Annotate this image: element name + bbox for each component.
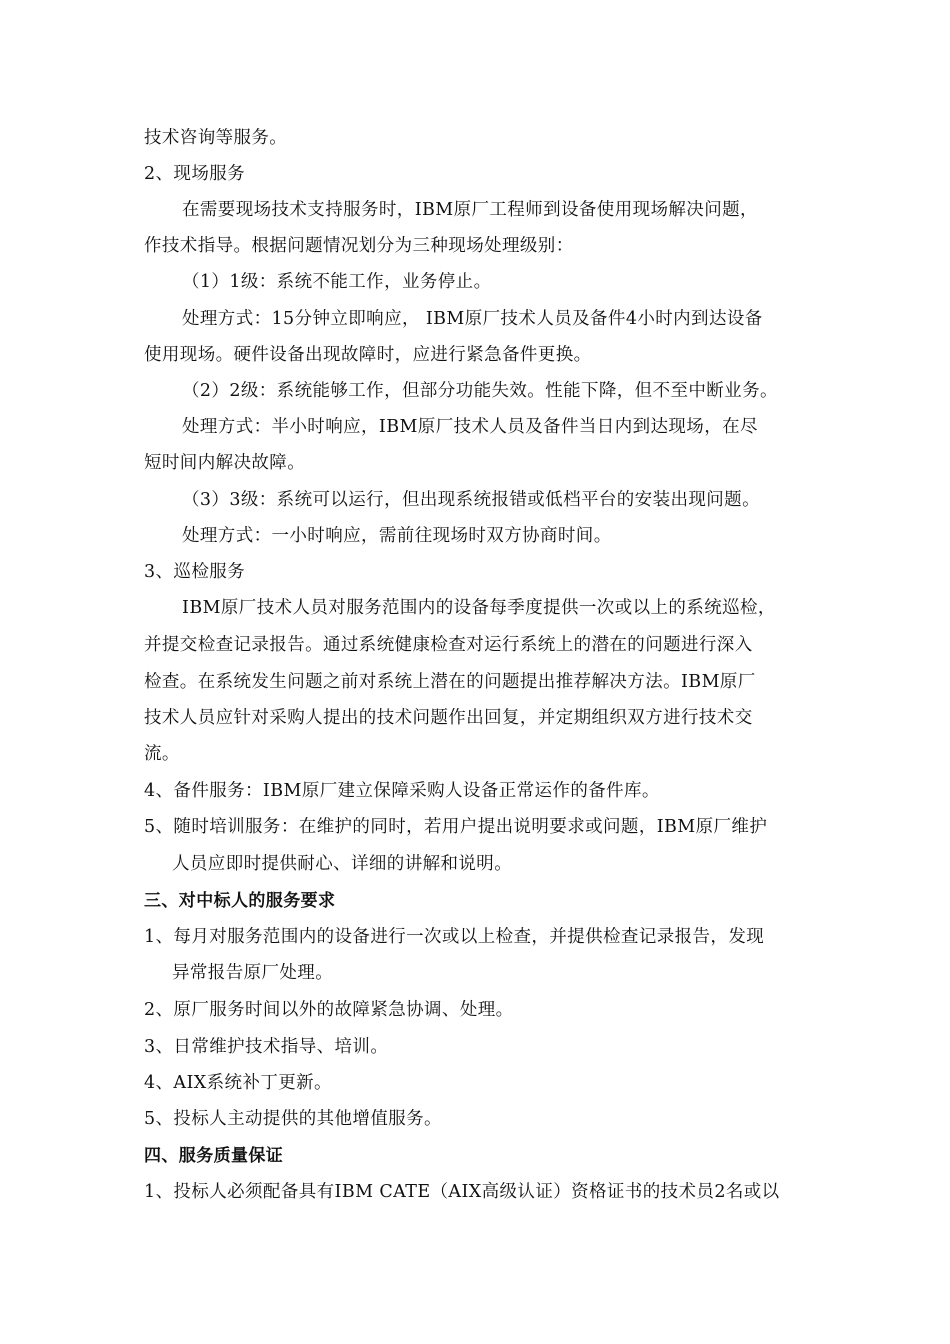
text-line: 使用现场。硬件设备出现故障时，应进行紧急备件更换。 (144, 345, 592, 365)
text-line: 并提交检查记录报告。通过系统健康检查对运行系统上的潜在的问题进行深入 (144, 635, 753, 655)
list-item: 4、备件服务：IBM原厂建立保障采购人设备正常运作的备件库。 (144, 781, 660, 801)
subsection-heading: 3、巡检服务 (144, 562, 246, 582)
text-line: IBM原厂技术人员对服务范围内的设备每季度提供一次或以上的系统巡检， (182, 598, 776, 618)
list-item: （2）2级：系统能够工作，但部分功能失效。性能下降，但不至中断业务。 (182, 381, 778, 401)
list-item: （3）3级：系统可以运行，但出现系统报错或低档平台的安装出现问题。 (182, 490, 760, 510)
text-line: 处理方式：15分钟立即响应， IBM原厂技术人员及备件4小时内到达设备 (182, 309, 763, 329)
list-item: 2、原厂服务时间以外的故障紧急协调、处理。 (144, 1000, 514, 1020)
text-line: 技术咨询等服务。 (144, 128, 288, 148)
list-item: 5、随时培训服务：在维护的同时，若用户提出说明要求或问题，IBM原厂维护 (144, 817, 768, 837)
list-item: （1）1级：系统不能工作，业务停止。 (182, 272, 492, 292)
section-heading: 四、服务质量保证 (144, 1146, 284, 1166)
text-line: 处理方式：一小时响应，需前往现场时双方协商时间。 (182, 526, 612, 546)
text-line: 流。 (144, 744, 180, 764)
text-line: 短时间内解决故障。 (144, 453, 306, 473)
list-item: 1、投标人必须配备具有IBM CATE（AIX高级认证）资格证书的技术员2名或以 (144, 1182, 780, 1202)
section-heading: 三、对中标人的服务要求 (144, 891, 336, 911)
subsection-heading: 2、现场服务 (144, 164, 246, 184)
text-line: 技术人员应针对采购人提出的技术问题作出回复，并定期组织双方进行技术交 (144, 708, 753, 728)
text-line: 在需要现场技术支持服务时，IBM原厂工程师到设备使用现场解决问题， (182, 200, 758, 220)
list-item: 3、日常维护技术指导、培训。 (144, 1037, 389, 1057)
text-line: 作技术指导。根据问题情况划分为三种现场处理级别： (144, 236, 574, 256)
list-item: 5、投标人主动提供的其他增值服务。 (144, 1109, 442, 1129)
text-line: 处理方式：半小时响应，IBM原厂技术人员及备件当日内到达现场，在尽 (182, 417, 758, 437)
text-line: 人员应即时提供耐心、详细的讲解和说明。 (172, 854, 513, 874)
text-line: 异常报告原厂处理。 (172, 963, 334, 983)
text-line: 检查。在系统发生问题之前对系统上潜在的问题提出推荐解决方法。IBM原厂 (144, 672, 756, 692)
list-item: 4、AIX系统补丁更新。 (144, 1073, 332, 1093)
list-item: 1、每月对服务范围内的设备进行一次或以上检查，并提供检查记录报告，发现 (144, 927, 765, 947)
